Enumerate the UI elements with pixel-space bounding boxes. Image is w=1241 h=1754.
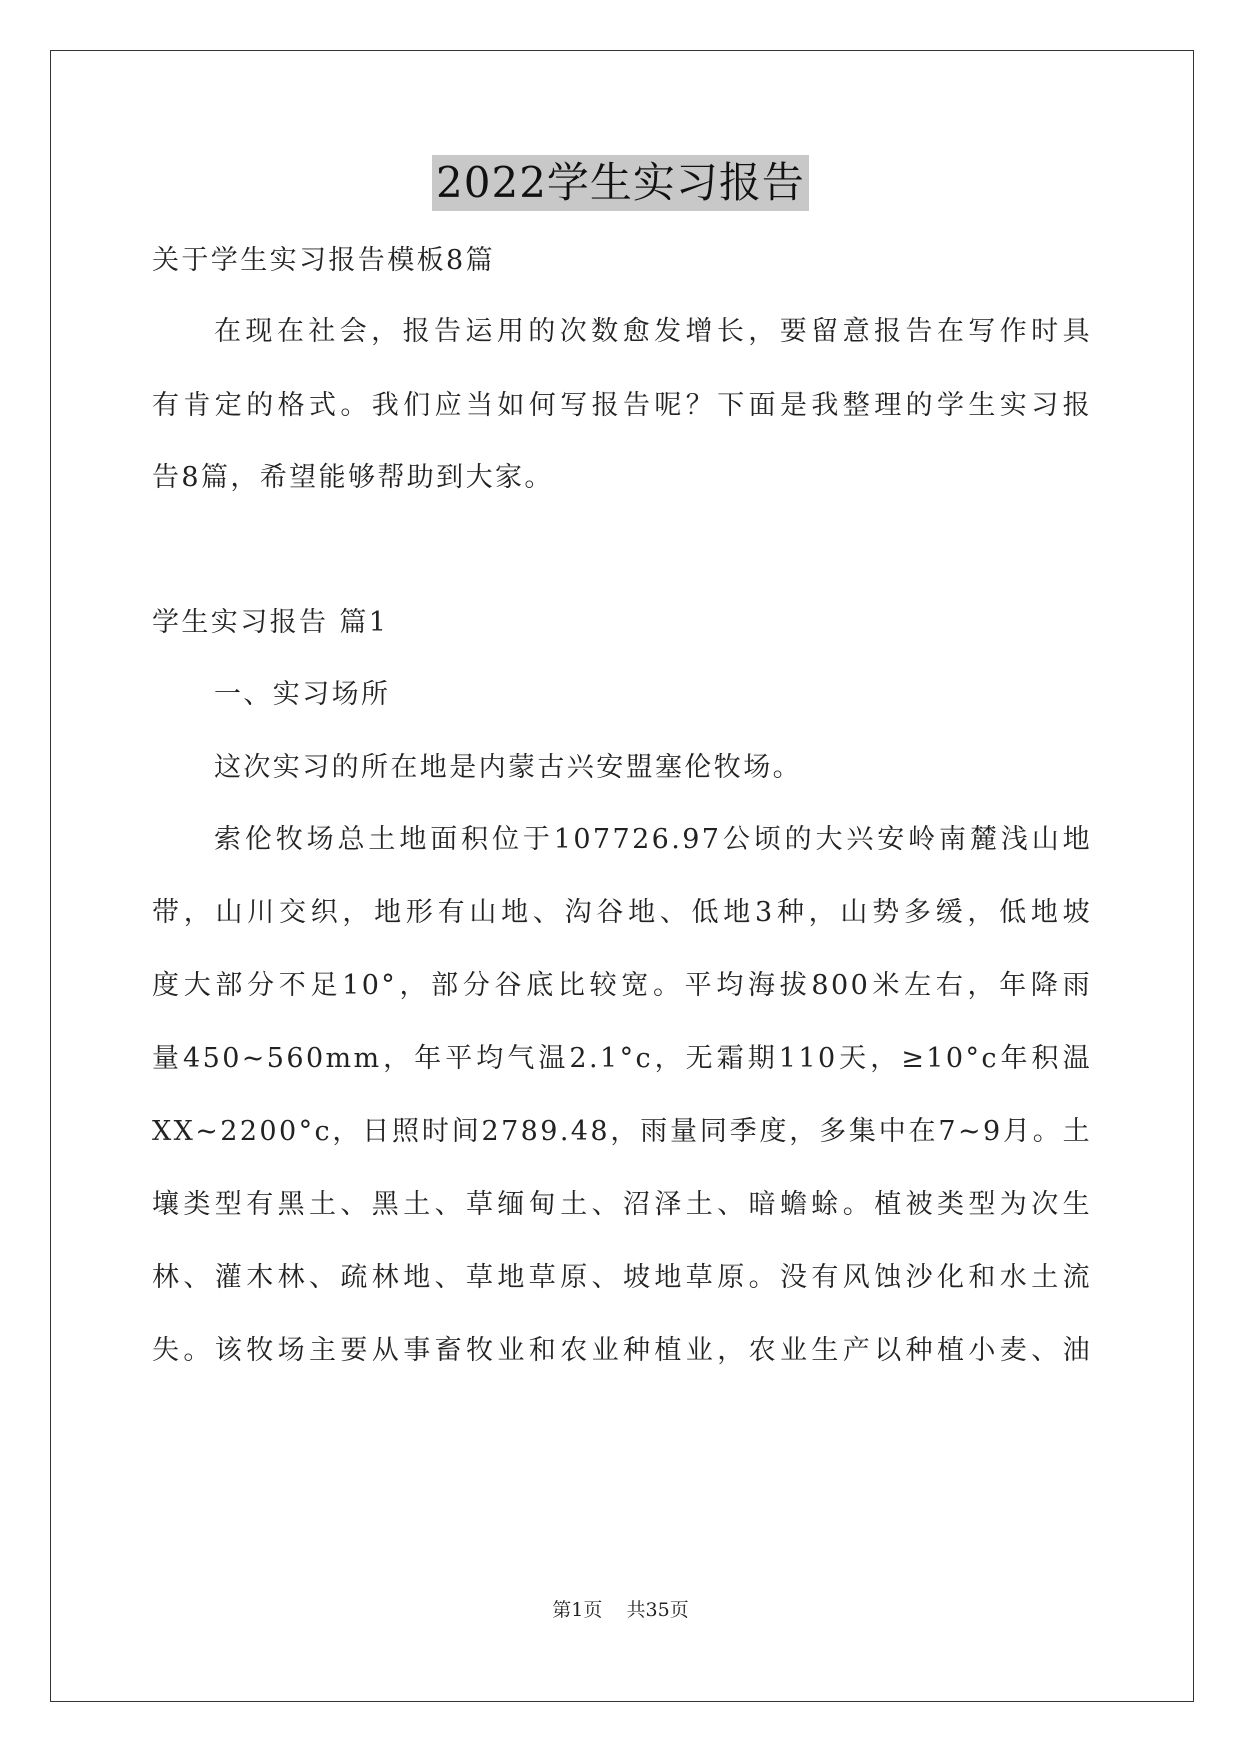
document-title: 2022学生实习报告 xyxy=(432,155,809,211)
intro-line: 告8篇，希望能够帮助到大家。 xyxy=(152,462,554,493)
paragraph-line: 林、灌木林、疏林地、草地草原、坡地草原。没有风蚀沙化和水土流 xyxy=(152,1262,1092,1293)
paragraph-line: 索伦牧场总土地面积位于107726.97公顷的大兴安岭南麓浅山地 xyxy=(214,824,1092,855)
page-footer xyxy=(0,1598,1241,1622)
paragraph-line: 带，山川交织，地形有山地、沟谷地、低地3种，山势多缓，低地坡 xyxy=(152,897,1092,928)
intro-line: 在现在社会，报告运用的次数愈发增长，要留意报告在写作时具 xyxy=(214,316,1092,347)
paragraph-line: 失。该牧场主要从事畜牧业和农业种植业，农业生产以种植小麦、油 xyxy=(152,1335,1092,1366)
subtitle: 关于学生实习报告模板8篇 xyxy=(152,245,495,276)
intro-line: 有肯定的格式。我们应当如何写报告呢？下面是我整理的学生实习报 xyxy=(152,390,1092,421)
subheading: 一、实习场所 xyxy=(214,679,391,710)
paragraph-line: 这次实习的所在地是内蒙古兴安盟塞伦牧场。 xyxy=(214,752,802,783)
paragraph-line: 度大部分不足10°，部分谷底比较宽。平均海拔800米左右，年降雨 xyxy=(152,970,1092,1001)
paragraph-line: XX~2200°c，日照时间2789.48，雨量同季度，多集中在7~9月。土 xyxy=(152,1116,1092,1147)
paragraph-line: 壤类型有黑土、黑土、草缅甸土、沼泽土、暗蟾蜍。植被类型为次生 xyxy=(152,1189,1092,1220)
page-border xyxy=(50,50,1194,1702)
page-number: 第1页 xyxy=(552,1599,603,1621)
page-total: 共35页 xyxy=(626,1599,689,1621)
paragraph-line: 量450~560mm，年平均气温2.1°c，无霜期110天，≥10°c年积温 xyxy=(152,1043,1092,1074)
title-container xyxy=(0,155,1241,211)
section-heading: 学生实习报告 篇1 xyxy=(152,607,389,638)
